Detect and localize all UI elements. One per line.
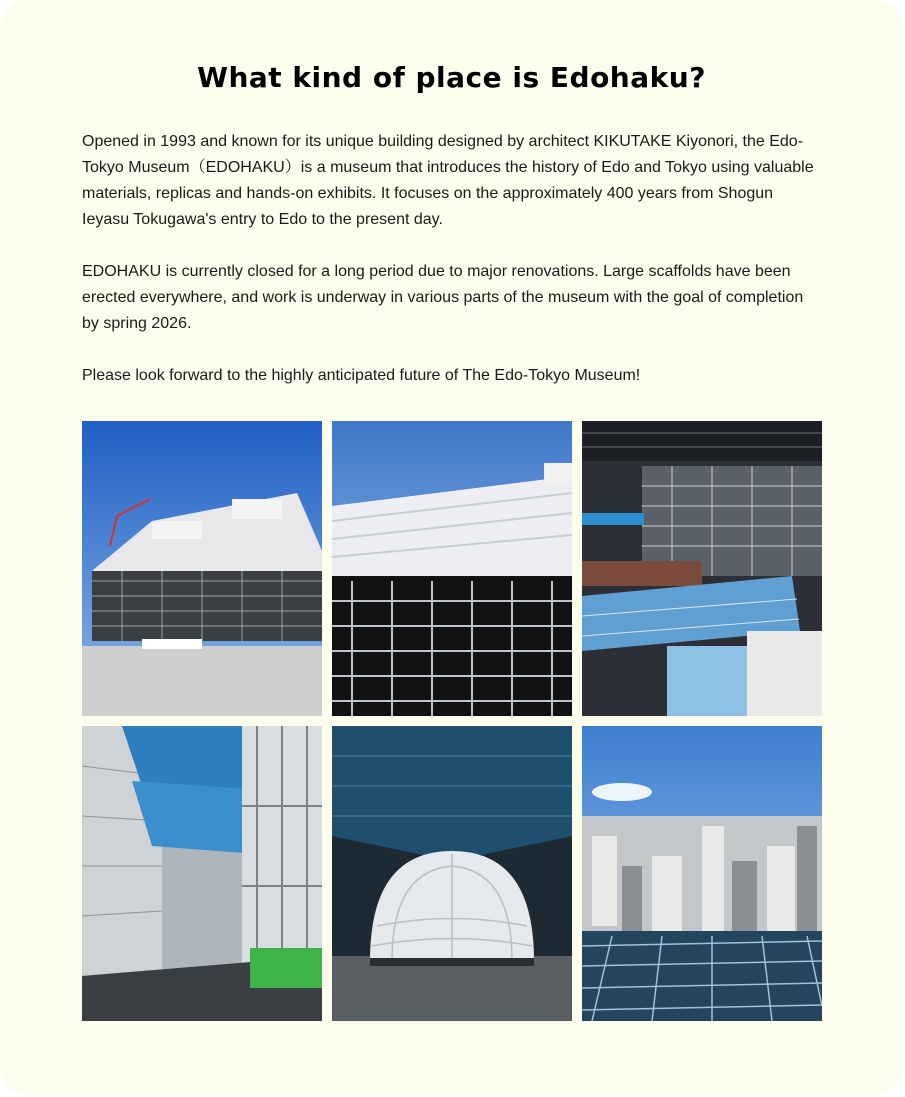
paragraph-renovation: EDOHAKU is currently closed for a long period due to major renovations. Large scaffolds have been erected everywhere, and work is underway in various parts of the museum with the goal of completion by spring 2026. (82, 263, 804, 332)
paragraph-intro: Opened in 1993 and known for its unique building designed by architect KIKUTAKE Kiyonori, the Edo-Tokyo Museum（EDOHAKU）is a museum that introduces the history of Edo and Tokyo using valuable materials, replicas and hands-on exhibits. It focuses on the approximately 400 years from Shogun Ieyasu Tokugawa's entry to Edo to the present day. (82, 133, 814, 228)
description (82, 129, 822, 415)
photo-exterior-scaffolding (82, 421, 322, 716)
photo-gallery (82, 421, 822, 1021)
photo-interior-hall (582, 421, 822, 716)
section-title: What kind of place is Edohaku? (197, 61, 706, 94)
photo-city-view (582, 726, 822, 1021)
photo-dome-structure (332, 726, 572, 1021)
photo-facade-scaffold (332, 421, 572, 716)
paragraph-closing: Please look forward to the highly anticipated future of The Edo-Tokyo Museum! (82, 367, 641, 384)
photo-scaffold-corridor (82, 726, 322, 1021)
